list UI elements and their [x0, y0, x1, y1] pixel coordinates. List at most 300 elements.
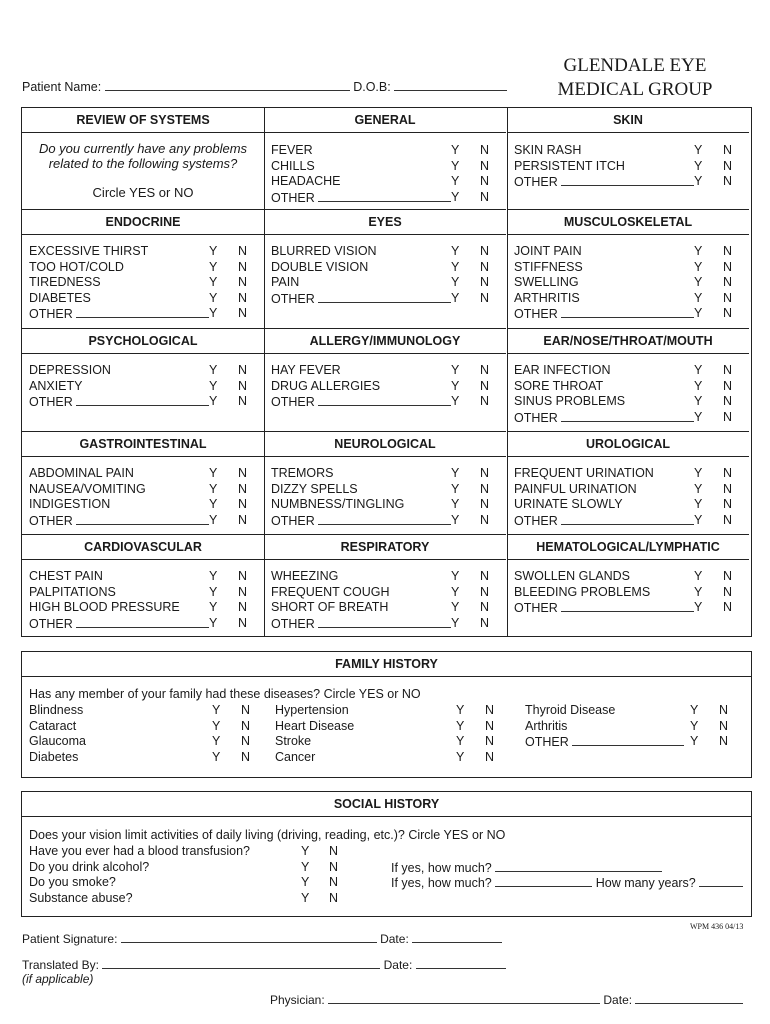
- yes-option[interactable]: Y: [209, 497, 218, 512]
- ent-item-label: OTHER: [514, 410, 558, 425]
- no-option[interactable]: N: [719, 734, 729, 749]
- yes-option[interactable]: Y: [209, 600, 218, 615]
- no-option[interactable]: N: [241, 749, 251, 764]
- musculoskeletal-item-label: STIFFNESS: [514, 259, 583, 274]
- no-option[interactable]: N: [723, 259, 733, 274]
- endocrine-other-field[interactable]: [76, 306, 209, 318]
- no-option[interactable]: N: [723, 394, 733, 409]
- eyes-item-label: DOUBLE VISION: [271, 259, 369, 274]
- neuro-item-label: OTHER: [271, 513, 315, 528]
- yes-option[interactable]: Y: [451, 143, 460, 157]
- no-option[interactable]: N: [238, 244, 248, 258]
- social-history-box: [21, 791, 752, 917]
- yes-option[interactable]: Y: [451, 290, 460, 305]
- endocrine-item-label: OTHER: [29, 307, 73, 322]
- signature-date-field[interactable]: [412, 931, 502, 943]
- general-item: [271, 143, 313, 159]
- gastro-item-label: ABDOMINAL PAIN: [29, 466, 134, 480]
- uro-other-field[interactable]: [561, 513, 694, 525]
- psychological-other-field[interactable]: [76, 394, 209, 406]
- eyes-item-label: PAIN: [271, 275, 300, 290]
- family-history-item: [29, 734, 86, 750]
- neuro-item: [271, 513, 451, 529]
- yes-option[interactable]: Y: [209, 569, 218, 583]
- family-history-title: FAMILY HISTORY: [22, 652, 751, 677]
- yes-option[interactable]: Y: [694, 600, 703, 615]
- general-other-field[interactable]: [318, 190, 451, 202]
- no-option[interactable]: N: [238, 600, 248, 615]
- yes-option[interactable]: Y: [209, 259, 218, 274]
- heme-item-label: SWOLLEN GLANDS: [514, 569, 631, 583]
- no-option[interactable]: N: [719, 718, 729, 733]
- review-of-systems-table: [21, 107, 752, 637]
- family-history-item-label: Cancer: [275, 749, 316, 764]
- no-option[interactable]: N: [485, 718, 495, 733]
- family-history-item-label: Glaucoma: [29, 734, 86, 749]
- no-option[interactable]: N: [329, 844, 339, 858]
- musculoskeletal-item-label: JOINT PAIN: [514, 244, 582, 258]
- resp-item: [271, 569, 338, 585]
- general-item: [271, 190, 451, 206]
- yes-option[interactable]: Y: [694, 363, 703, 377]
- no-option[interactable]: N: [238, 584, 248, 599]
- family-history-item: [29, 703, 83, 719]
- no-option[interactable]: N: [480, 244, 490, 258]
- if-applicable-note: (if applicable): [22, 972, 94, 986]
- clinic-name: [520, 54, 750, 102]
- resp-header: RESPIRATORY: [264, 534, 506, 560]
- heme-item: [514, 585, 650, 601]
- resp-item-label: FREQUENT COUGH: [271, 584, 390, 599]
- neuro-item-label: DIZZY SPELLS: [271, 481, 358, 496]
- yes-option[interactable]: Y: [301, 890, 310, 905]
- yes-option[interactable]: Y: [694, 497, 703, 512]
- no-option[interactable]: N: [723, 409, 733, 424]
- general-item: [271, 174, 340, 190]
- endocrine-header: ENDOCRINE: [22, 209, 264, 235]
- cardio-other-field[interactable]: [76, 616, 209, 628]
- yes-option[interactable]: Y: [694, 174, 703, 189]
- no-option[interactable]: N: [480, 158, 490, 173]
- yes-option[interactable]: Y: [209, 306, 218, 321]
- yes-option[interactable]: Y: [451, 466, 460, 480]
- yes-option[interactable]: Y: [456, 749, 465, 764]
- family-history-item: [525, 719, 567, 735]
- no-option[interactable]: N: [719, 703, 729, 717]
- family-history-item: [275, 703, 349, 719]
- yes-option[interactable]: Y: [212, 718, 221, 733]
- physician-field[interactable]: [328, 992, 600, 1004]
- no-option[interactable]: N: [329, 890, 339, 905]
- yes-option[interactable]: Y: [456, 718, 465, 733]
- yes-option[interactable]: Y: [212, 703, 221, 717]
- resp-item: [271, 585, 390, 601]
- cardio-item: [29, 616, 209, 632]
- musculoskeletal-item: [514, 244, 582, 260]
- uro-item: [514, 513, 694, 529]
- translated-by-line: [22, 957, 506, 972]
- family-history-item: [275, 750, 315, 766]
- uro-item-label: FREQUENT URINATION: [514, 466, 654, 480]
- how-much-field[interactable]: [495, 860, 662, 872]
- no-option[interactable]: N: [723, 600, 733, 615]
- neuro-item-label: TREMORS: [271, 466, 334, 480]
- ent-item: [514, 410, 694, 426]
- no-option[interactable]: N: [723, 512, 733, 527]
- skin-header: SKIN: [507, 108, 749, 133]
- uro-item-label: OTHER: [514, 513, 558, 528]
- allergy-item: [271, 379, 380, 395]
- endocrine-item-label: TOO HOT/COLD: [29, 259, 124, 274]
- no-option[interactable]: N: [480, 584, 490, 599]
- form-code: WPM 436 04/13: [690, 922, 744, 931]
- general-header: GENERAL: [264, 108, 506, 133]
- musculoskeletal-item: [514, 260, 583, 276]
- musculoskeletal-other-field[interactable]: [561, 306, 694, 318]
- yes-option[interactable]: Y: [694, 158, 703, 173]
- neuro-other-field[interactable]: [318, 513, 451, 525]
- family-history-item: [29, 750, 78, 766]
- how-many-years-field[interactable]: [699, 875, 743, 887]
- ent-item-label: SINUS PROBLEMS: [514, 394, 626, 409]
- no-option[interactable]: N: [480, 481, 490, 496]
- cardio-header: CARDIOVASCULAR: [22, 534, 264, 560]
- yes-option[interactable]: Y: [451, 244, 460, 258]
- gastro-item: [29, 497, 110, 513]
- patient-signature-field[interactable]: [121, 931, 377, 943]
- dob-field[interactable]: [394, 79, 507, 91]
- no-option[interactable]: N: [480, 174, 490, 189]
- resp-item: [271, 616, 451, 632]
- allergy-other-field[interactable]: [318, 394, 451, 406]
- allergy-item-label: HAY FEVER: [271, 363, 341, 377]
- family-history-item-label: Hypertension: [275, 703, 349, 717]
- translated-date-field[interactable]: [416, 957, 506, 969]
- yes-option[interactable]: Y: [690, 718, 699, 733]
- no-option[interactable]: N: [480, 466, 490, 480]
- clinic-name-line2: MEDICAL GROUP: [557, 79, 713, 100]
- clinic-name-line1: GLENDALE EYE: [563, 55, 707, 76]
- yes-option[interactable]: Y: [694, 290, 703, 305]
- allergy-item-label: DRUG ALLERGIES: [271, 378, 381, 393]
- no-option[interactable]: N: [723, 275, 733, 290]
- psychological-item-label: DEPRESSION: [29, 363, 111, 377]
- no-option[interactable]: N: [723, 363, 733, 377]
- yes-option[interactable]: Y: [451, 569, 460, 583]
- yes-option[interactable]: Y: [301, 859, 310, 874]
- no-option[interactable]: N: [723, 497, 733, 512]
- uro-item: [514, 497, 623, 513]
- yes-option[interactable]: Y: [209, 290, 218, 305]
- family-history-item-label: Blindness: [29, 703, 84, 717]
- no-option[interactable]: N: [723, 244, 733, 258]
- yes-option[interactable]: Y: [451, 378, 460, 393]
- uro-header: UROLOGICAL: [507, 431, 749, 457]
- no-option[interactable]: N: [723, 584, 733, 599]
- heme-other-field[interactable]: [561, 600, 694, 612]
- yes-option[interactable]: Y: [694, 569, 703, 583]
- uro-item: [514, 466, 654, 482]
- yes-option[interactable]: Y: [694, 584, 703, 599]
- musculoskeletal-item-label: ARTHRITIS: [514, 290, 580, 305]
- yes-option[interactable]: Y: [209, 394, 218, 409]
- endocrine-item-label: EXCESSIVE THIRST: [29, 244, 149, 258]
- endocrine-item-label: DIABETES: [29, 290, 91, 305]
- yes-option[interactable]: Y: [694, 394, 703, 409]
- no-option[interactable]: N: [480, 378, 490, 393]
- no-option[interactable]: N: [723, 143, 733, 157]
- no-option[interactable]: N: [480, 615, 490, 630]
- family-history-item: [525, 734, 684, 750]
- general-item-label: CHILLS: [271, 158, 315, 173]
- family-history-item: [29, 719, 76, 735]
- gastro-item: [29, 466, 134, 482]
- social-history-question: Does your vision limit activities of daily living (driving, reading, etc.)? Circle YES or NO: [29, 828, 506, 842]
- endocrine-item: [29, 260, 124, 276]
- resp-item-label: SHORT OF BREATH: [271, 600, 389, 615]
- ent-item-label: SORE THROAT: [514, 378, 604, 393]
- yes-option[interactable]: Y: [694, 481, 703, 496]
- yes-option[interactable]: Y: [301, 875, 310, 890]
- no-option[interactable]: N: [241, 734, 251, 749]
- patient-signature-label: Patient Signature:: [22, 932, 118, 946]
- yes-option[interactable]: Y: [694, 306, 703, 321]
- eyes-item: [271, 291, 451, 307]
- no-option[interactable]: N: [480, 189, 490, 204]
- heme-item-label: BLEEDING PROBLEMS: [514, 584, 651, 599]
- heme-item: [514, 569, 630, 585]
- no-option[interactable]: N: [480, 259, 490, 274]
- yes-option[interactable]: Y: [694, 244, 703, 258]
- no-option[interactable]: N: [723, 569, 733, 583]
- yes-option[interactable]: Y: [451, 275, 460, 290]
- family-history-item-label: OTHER: [525, 735, 569, 750]
- cardio-item: [29, 600, 180, 616]
- resp-item: [271, 600, 388, 616]
- yes-option[interactable]: Y: [451, 481, 460, 496]
- musculoskeletal-item: [514, 306, 694, 322]
- yes-option[interactable]: Y: [451, 259, 460, 274]
- yes-option[interactable]: Y: [451, 363, 460, 377]
- ent-item: [514, 363, 611, 379]
- translated-by-field[interactable]: [102, 957, 380, 969]
- ent-item-label: EAR INFECTION: [514, 363, 611, 377]
- eyes-other-field[interactable]: [318, 291, 451, 303]
- psychological-item: [29, 363, 111, 379]
- family-history-item-label: Heart Disease: [275, 718, 355, 733]
- patient-name-label: Patient Name:: [22, 80, 102, 94]
- ent-item: [514, 379, 603, 395]
- no-option[interactable]: N: [238, 569, 248, 583]
- yes-option[interactable]: Y: [690, 734, 699, 749]
- physician-label: Physician:: [270, 993, 325, 1007]
- family-other-field[interactable]: [572, 734, 684, 746]
- gastro-item-label: INDIGESTION: [29, 497, 111, 512]
- no-option[interactable]: N: [238, 497, 248, 512]
- signature-date-label: Date:: [380, 932, 409, 946]
- eyes-header: EYES: [264, 209, 506, 235]
- yes-option[interactable]: Y: [451, 615, 460, 630]
- how-much-label: If yes, how much?: [391, 860, 492, 875]
- ent-other-field[interactable]: [561, 410, 694, 422]
- no-option[interactable]: N: [238, 378, 248, 393]
- yes-option[interactable]: Y: [209, 378, 218, 393]
- no-option[interactable]: N: [723, 290, 733, 305]
- allergy-item-label: OTHER: [271, 395, 315, 410]
- gastro-header: GASTROINTESTINAL: [22, 431, 264, 457]
- no-option[interactable]: N: [238, 481, 248, 496]
- eyes-item: [271, 244, 377, 260]
- no-option[interactable]: N: [723, 378, 733, 393]
- how-much-field[interactable]: [495, 875, 592, 887]
- yes-option[interactable]: Y: [694, 409, 703, 424]
- resp-other-field[interactable]: [318, 616, 451, 628]
- heme-item: [514, 600, 694, 616]
- no-option[interactable]: N: [723, 306, 733, 321]
- no-option[interactable]: N: [238, 259, 248, 274]
- endocrine-item-label: TIREDNESS: [29, 275, 101, 290]
- no-option[interactable]: N: [723, 481, 733, 496]
- no-option[interactable]: N: [238, 394, 248, 409]
- family-history-item-label: Thyroid Disease: [525, 703, 616, 717]
- no-option[interactable]: N: [238, 306, 248, 321]
- yes-option[interactable]: Y: [212, 734, 221, 749]
- family-history-item: [525, 703, 615, 719]
- cardio-item-label: HIGH BLOOD PRESSURE: [29, 600, 180, 615]
- yes-option[interactable]: Y: [451, 158, 460, 173]
- cardio-item-label: PALPITATIONS: [29, 584, 116, 599]
- psychological-item-label: OTHER: [29, 395, 73, 410]
- no-option[interactable]: N: [480, 290, 490, 305]
- heme-header: HEMATOLOGICAL/LYMPHATIC: [507, 534, 749, 560]
- cardio-item-label: CHEST PAIN: [29, 569, 103, 583]
- yes-option[interactable]: Y: [212, 749, 221, 764]
- yes-option[interactable]: Y: [456, 703, 465, 717]
- family-history-item-label: Diabetes: [29, 749, 79, 764]
- skin-item: [514, 174, 694, 190]
- heme-item-label: OTHER: [514, 601, 558, 616]
- no-option[interactable]: N: [241, 718, 251, 733]
- resp-item-label: WHEEZING: [271, 569, 339, 583]
- family-history-item: [275, 734, 311, 750]
- no-option[interactable]: N: [329, 859, 339, 874]
- yes-option[interactable]: Y: [694, 378, 703, 393]
- family-history-box: [21, 651, 752, 778]
- yes-option[interactable]: Y: [451, 497, 460, 512]
- general-item-label: FEVER: [271, 143, 313, 157]
- translated-date-label: Date:: [383, 958, 413, 972]
- no-option[interactable]: N: [480, 497, 490, 512]
- ent-item: [514, 394, 625, 410]
- no-option[interactable]: N: [238, 275, 248, 290]
- family-history-item-label: Cataract: [29, 718, 77, 733]
- no-option[interactable]: N: [723, 466, 733, 480]
- how-much-line: [391, 860, 662, 876]
- yes-option[interactable]: Y: [209, 466, 218, 480]
- gastro-other-field[interactable]: [76, 513, 209, 525]
- skin-other-field[interactable]: [561, 174, 694, 186]
- yes-option[interactable]: Y: [694, 259, 703, 274]
- yes-option[interactable]: Y: [694, 143, 703, 157]
- yes-option[interactable]: Y: [694, 512, 703, 527]
- no-option[interactable]: N: [238, 290, 248, 305]
- no-option[interactable]: N: [485, 749, 495, 764]
- no-option[interactable]: N: [723, 174, 733, 189]
- yes-option[interactable]: Y: [209, 615, 218, 630]
- musculoskeletal-item: [514, 275, 579, 291]
- no-option[interactable]: N: [238, 363, 248, 377]
- social-history-item: Substance abuse?: [29, 890, 133, 905]
- social-history-item: Have you ever had a blood transfusion?: [29, 844, 250, 858]
- no-option[interactable]: N: [480, 600, 490, 615]
- no-option[interactable]: N: [480, 363, 490, 377]
- eyes-item: [271, 260, 368, 276]
- yes-option[interactable]: Y: [456, 734, 465, 749]
- musculoskeletal-item-label: SWELLING: [514, 275, 579, 290]
- how-much-line: [391, 875, 743, 891]
- no-option[interactable]: N: [480, 394, 490, 409]
- cardio-item: [29, 569, 103, 585]
- yes-option[interactable]: Y: [209, 275, 218, 290]
- uro-item-label: PAINFUL URINATION: [514, 481, 637, 496]
- yes-option[interactable]: Y: [209, 481, 218, 496]
- no-option[interactable]: N: [238, 512, 248, 527]
- social-history-item: Do you drink alcohol?: [29, 859, 150, 874]
- resp-item-label: OTHER: [271, 616, 315, 631]
- yes-option[interactable]: Y: [690, 703, 699, 717]
- no-option[interactable]: N: [238, 615, 248, 630]
- no-option[interactable]: N: [723, 158, 733, 173]
- yes-option[interactable]: Y: [451, 394, 460, 409]
- no-option[interactable]: N: [485, 703, 495, 717]
- endocrine-item: [29, 244, 148, 260]
- yes-option[interactable]: Y: [209, 244, 218, 258]
- patient-name-field[interactable]: [105, 79, 350, 91]
- allergy-item: [271, 394, 451, 410]
- yes-option[interactable]: Y: [451, 189, 460, 204]
- uro-item: [514, 482, 637, 498]
- neuro-item: [271, 482, 358, 498]
- yes-option[interactable]: Y: [451, 584, 460, 599]
- yes-option[interactable]: Y: [451, 174, 460, 189]
- no-option[interactable]: N: [238, 466, 248, 480]
- no-option[interactable]: N: [480, 569, 490, 583]
- yes-option[interactable]: Y: [451, 512, 460, 527]
- skin-item-label: PERSISTENT ITCH: [514, 158, 625, 173]
- gastro-item-label: OTHER: [29, 513, 73, 528]
- no-option[interactable]: N: [241, 703, 251, 717]
- neuro-item: [271, 497, 404, 513]
- yes-option[interactable]: Y: [301, 844, 310, 858]
- no-option[interactable]: N: [480, 143, 490, 157]
- physician-date-label: Date:: [603, 993, 633, 1007]
- yes-option[interactable]: Y: [209, 363, 218, 377]
- yes-option[interactable]: Y: [694, 466, 703, 480]
- no-option[interactable]: N: [480, 512, 490, 527]
- yes-option[interactable]: Y: [209, 512, 218, 527]
- patient-signature-line: [22, 931, 502, 946]
- no-option[interactable]: N: [485, 734, 495, 749]
- yes-option[interactable]: Y: [209, 584, 218, 599]
- no-option[interactable]: N: [480, 275, 490, 290]
- eyes-item-label: OTHER: [271, 291, 315, 306]
- musculoskeletal-header: MUSCULOSKELETAL: [507, 209, 749, 235]
- social-history-item: Do you smoke?: [29, 875, 116, 890]
- no-option[interactable]: N: [329, 875, 339, 890]
- yes-option[interactable]: Y: [694, 275, 703, 290]
- yes-option[interactable]: Y: [451, 600, 460, 615]
- physician-date-field[interactable]: [635, 992, 743, 1004]
